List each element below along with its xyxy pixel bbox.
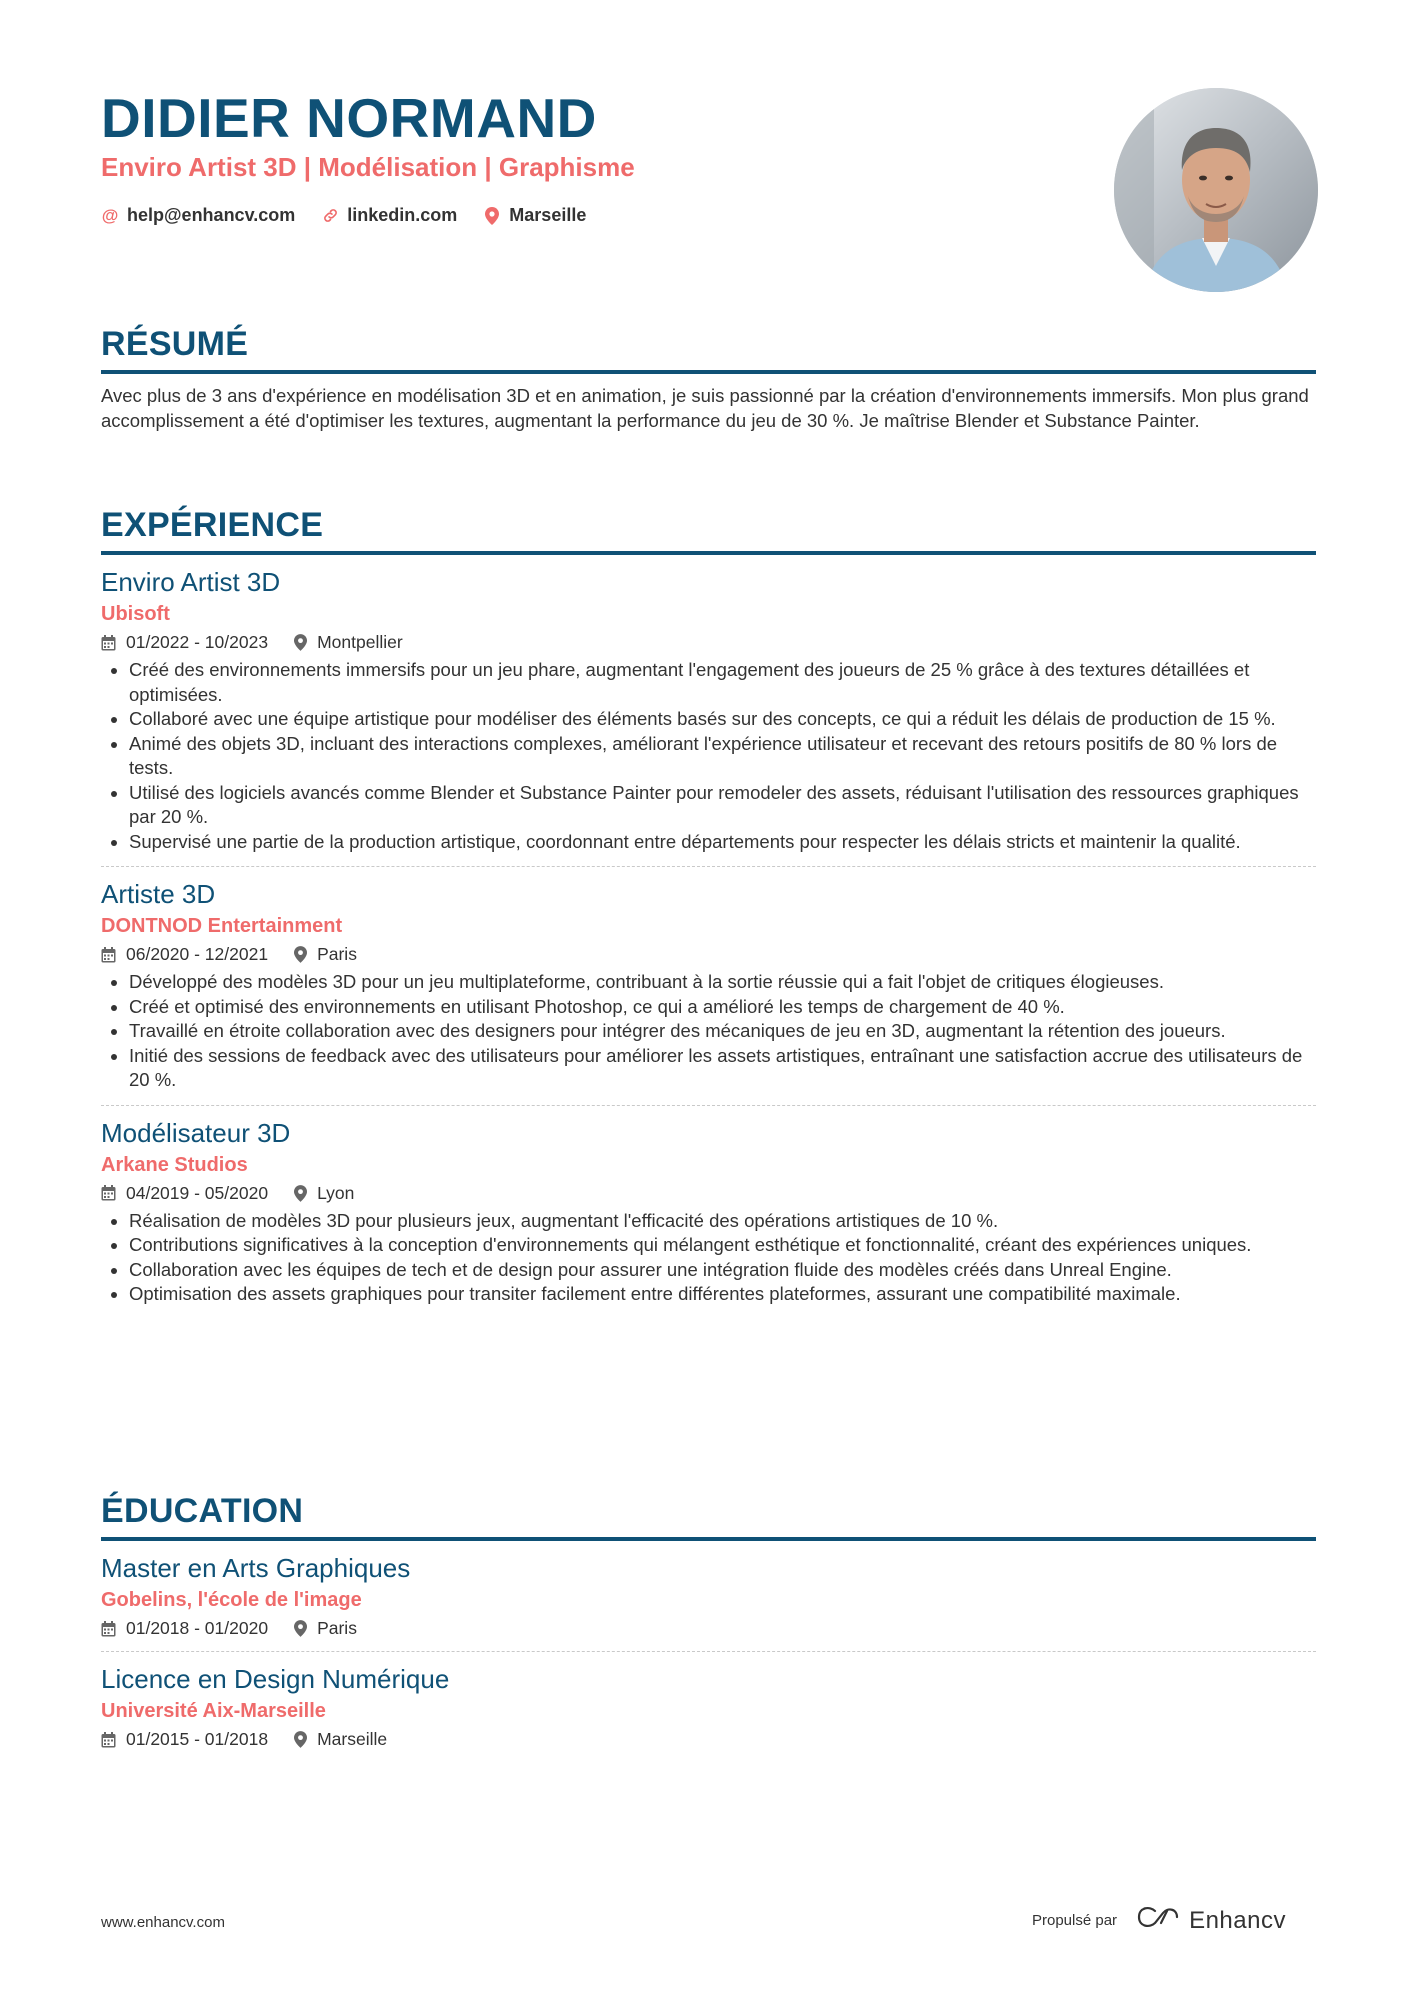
school-name: Université Aix-Marseille [101, 1700, 326, 1722]
candidate-name: DIDIER NORMAND [101, 87, 597, 149]
email-text: help@enhancv.com [127, 205, 296, 225]
list-item: • Réalisation de modèles 3D pour plusieurs jeux, augmentant l'efficacité des opérations artistiques de 10 %. [129, 1209, 1316, 1234]
summary-text: Avec plus de 3 ans d'expérience en modélisation 3D et en animation, je suis passionné par la création d'environnements immersifs. Mon plus grand accomplissement a été d'optimiser les textures, augmentant la performance du jeu de 30 %. Je maîtrise Blender et Substance Painter. [101, 385, 1309, 431]
date-text: 01/2018 - 01/2020 [126, 1618, 269, 1638]
link-icon [321, 207, 339, 225]
job-title: Modélisateur 3D [101, 1117, 291, 1148]
map-pin-icon [294, 1731, 307, 1748]
summary-section [101, 325, 1316, 433]
brand-logo[interactable] [1135, 1905, 1286, 1936]
list-item: • Utilisé des logiciels avancés comme Blender et Substance Painter pour remodeler des assets, réduisant l'utilisation des ressources graphiques par 20 %. [129, 781, 1316, 830]
at-sign-icon: @ [101, 205, 119, 225]
company-name: Arkane Studios [101, 1153, 248, 1176]
list-item: • Optimisation des assets graphiques pour transiter facilement entre différentes plateformes, assurant une compatibilité maximale. [129, 1282, 1316, 1307]
company-name: Ubisoft [101, 603, 170, 625]
education-meta [101, 1618, 1316, 1639]
location-text: Marseille [317, 1729, 388, 1749]
calendar-icon [101, 635, 116, 651]
education-entry [101, 1541, 1316, 1639]
calendar-icon [101, 1185, 116, 1201]
contact-linkedin[interactable] [321, 205, 457, 226]
location-text: Paris [317, 1618, 357, 1638]
education-title: ÉDUCATION [101, 1492, 1316, 1541]
job-location [294, 1183, 354, 1204]
list-item: • Collaboration avec les équipes de tech et de design pour assurer une intégration fluide des modèles créés dans Unreal Engine. [129, 1258, 1316, 1283]
calendar-icon [101, 1621, 116, 1637]
job-meta [101, 632, 1316, 653]
education-meta [101, 1729, 1316, 1750]
date-range [101, 1729, 268, 1750]
education-entry [101, 1651, 1316, 1750]
map-pin-icon [294, 1185, 307, 1202]
school-location [294, 1618, 357, 1639]
resume-page [101, 0, 1316, 1749]
job-title: Enviro Artist 3D [101, 567, 281, 597]
experience-entry [101, 555, 1316, 854]
job-meta [101, 944, 1316, 965]
location-text: Marseille [509, 205, 587, 225]
list-item: • Initié des sessions de feedback avec des utilisateurs pour améliorer les assets artistiques, entraînant une satisfaction accrue des utilisateurs de 20 %. [129, 1044, 1316, 1093]
contact-email[interactable] [101, 205, 295, 226]
date-range [101, 944, 268, 965]
map-pin-icon [294, 946, 307, 963]
contact-location [483, 205, 586, 226]
date-text: 01/2015 - 01/2018 [126, 1729, 269, 1749]
date-range [101, 1618, 268, 1639]
list-item: • Développé des modèles 3D pour un jeu multiplateforme, contribuant à la sortie réussie qui a fait l'objet de critiques élogieuses. [129, 970, 1316, 995]
map-pin-icon [294, 634, 307, 651]
contact-list [101, 205, 586, 226]
footer-branding [1032, 1905, 1286, 1936]
achievement-list [101, 658, 1316, 854]
school-name: Gobelins, l'école de l'image [101, 1589, 362, 1611]
job-title: Artiste 3D [101, 879, 216, 909]
list-item: • Collaboré avec une équipe artistique pour modéliser des éléments basés sur des concepts, ce qui a réduit les délais de production de 15 %. [129, 707, 1316, 732]
date-text: 01/2022 - 10/2023 [126, 632, 269, 652]
list-item: • Travaillé en étroite collaboration avec des designers pour intégrer des mécaniques de jeu en 3D, augmentant la rétention des joueurs. [129, 1019, 1316, 1044]
job-location [294, 944, 357, 965]
location-text: Montpellier [317, 632, 403, 652]
brand-name: Enhancv [1189, 1906, 1286, 1934]
experience-entry [101, 866, 1316, 1093]
calendar-icon [101, 947, 116, 963]
date-text: 04/2019 - 05/2020 [126, 1182, 269, 1203]
school-location [294, 1729, 387, 1750]
list-item: • Créé des environnements immersifs pour un jeu phare, augmentant l'engagement des joueurs de 25 % grâce à des textures détaillées et optimisées. [129, 658, 1316, 707]
achievement-list [101, 970, 1316, 1093]
candidate-tagline: Enviro Artist 3D | Modélisation | Graphisme [101, 152, 635, 182]
education-section [101, 1492, 1316, 1750]
resume-header [101, 0, 1316, 310]
location-text: Paris [317, 944, 357, 964]
map-pin-icon [294, 1620, 307, 1637]
location-text: Lyon [317, 1182, 355, 1203]
powered-by-text: Propulsé par [1032, 1912, 1118, 1929]
job-meta [101, 1183, 1316, 1204]
degree-title: Licence en Design Numérique [101, 1664, 450, 1694]
achievement-list [101, 1209, 1316, 1307]
experience-entry [101, 1105, 1316, 1307]
degree-title: Master en Arts Graphiques [101, 1553, 411, 1583]
linkedin-text: linkedin.com [347, 205, 458, 225]
experience-section [101, 506, 1316, 1307]
date-range [101, 632, 268, 653]
date-text: 06/2020 - 12/2021 [126, 944, 269, 964]
list-item: • Créé et optimisé des environnements en utilisant Photoshop, ce qui a amélioré les temps de chargement de 40 %. [129, 995, 1316, 1020]
list-item: • Animé des objets 3D, incluant des interactions complexes, améliorant l'expérience utilisateur et recevant des retours positifs de 80 % lors de tests. [129, 732, 1316, 781]
list-item: • Supervisé une partie de la production artistique, coordonnant entre départements pour respecter les délais stricts et maintenir la qualité. [129, 830, 1316, 855]
map-pin-icon [483, 207, 501, 225]
date-range [101, 1183, 268, 1204]
list-item: • Contributions significatives à la conception d'environnements qui mélangent esthétique et fonctionnalité, créant des expériences uniques. [129, 1233, 1316, 1258]
job-location [294, 632, 403, 653]
enhancv-logo-icon [1135, 1905, 1181, 1936]
company-name: DONTNOD Entertainment [101, 915, 343, 937]
experience-title: EXPÉRIENCE [101, 506, 1316, 555]
footer-website[interactable]: www.enhancv.com [101, 1914, 225, 1931]
calendar-icon [101, 1732, 116, 1748]
profile-photo [1114, 88, 1318, 292]
summary-title: RÉSUMÉ [101, 325, 1316, 374]
